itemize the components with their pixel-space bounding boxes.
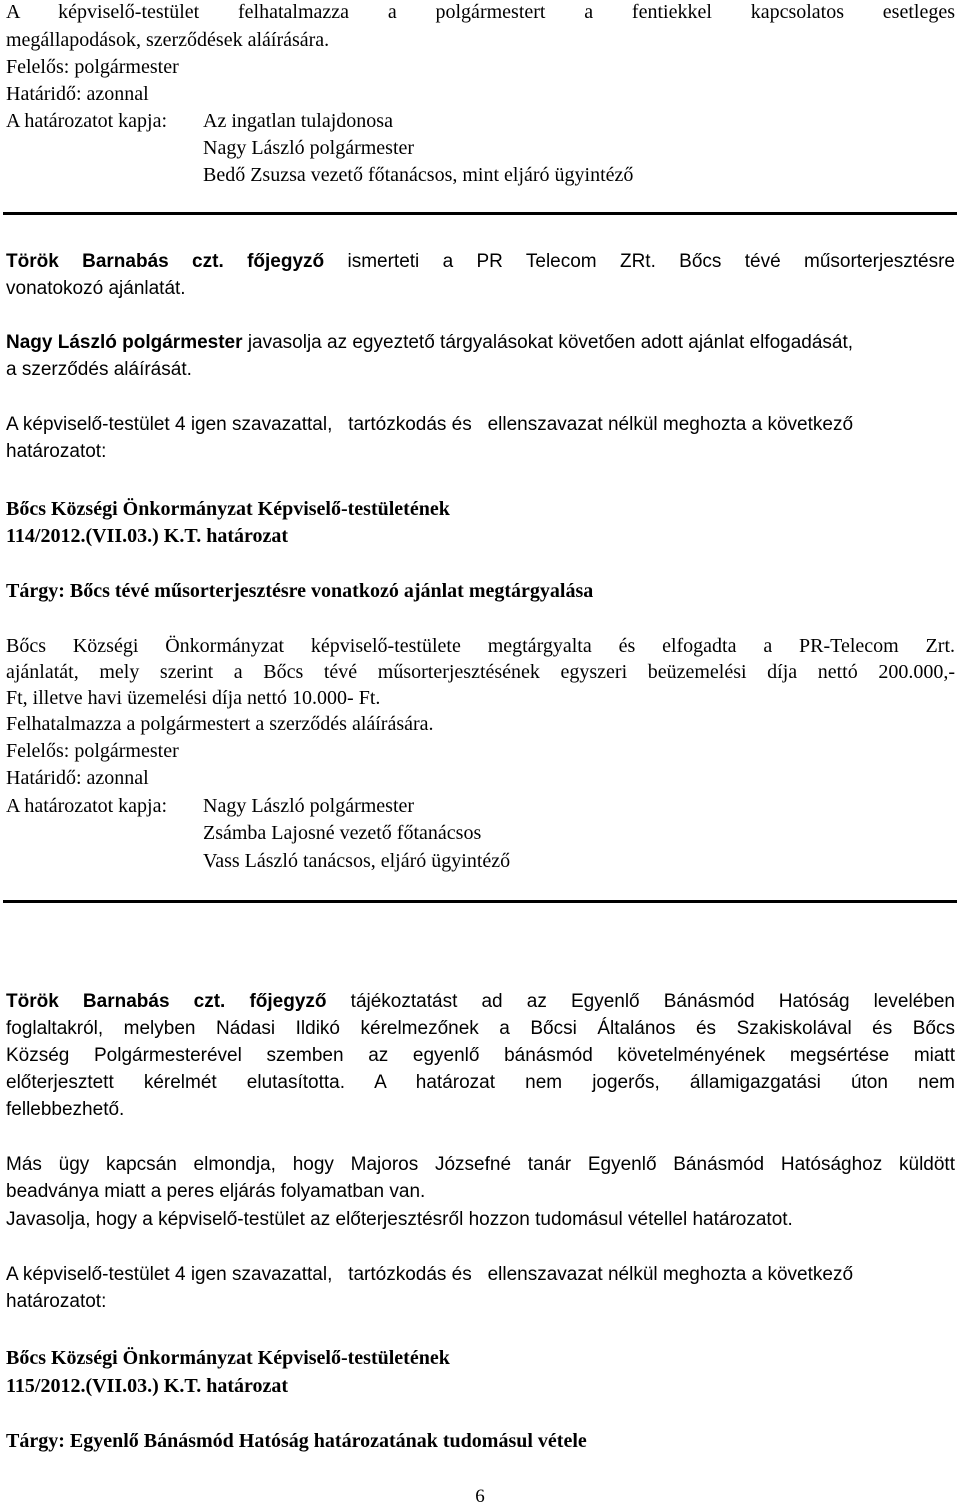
resolution-number: 114/2012.(VII.03.) K.T. határozat xyxy=(6,525,289,547)
resolution-subject: Tárgy: Bőcs tévé műsorterjesztésre vonatkozó ajánlat megtárgyalása xyxy=(6,580,594,602)
recipient-2: Nagy László polgármester xyxy=(203,137,415,159)
vote-line-2: határozatot: xyxy=(6,1291,107,1312)
speaker-role: főjegyző xyxy=(249,991,327,1012)
deadline-line: Határidő: azonnal xyxy=(6,83,149,105)
recipient-3: Bedő Zsuzsa vezető főtanácsos, mint eljáró ügyintéző xyxy=(203,164,634,186)
vote-line-1: A képviselő-testület 4 igen szavazattal, tartózkodás és ellenszavazat nélkül meghozta a következő xyxy=(6,1264,854,1285)
authorization-line-1: A képviselő-testület felhatalmazza a polgármestert a fentiekkel kapcsolatos esetleges xyxy=(6,1,955,23)
recipient-3: Vass László tanácsos, eljáró ügyintéző xyxy=(203,850,511,872)
resolution-body-line-2: ajánlatát, mely szerint a Bőcs tévé műsorterjesztésének egyszeri beüzemelési díja nettó 200.000,- xyxy=(6,661,955,683)
mayor-proposal-line-1 xyxy=(6,331,955,355)
recipient-2: Zsámba Lajosné vezető főtanácsos xyxy=(203,822,482,844)
resolution-subject: Tárgy: Egyenlő Bánásmód Hatóság határozatának tudomásul vétele xyxy=(6,1430,587,1452)
recipients-label: A határozatot kapja: xyxy=(6,110,168,132)
authorization-line-2: megállapodások, szerződések aláírására. xyxy=(6,29,330,51)
vote-line-2: határozatot: xyxy=(6,441,107,462)
page-number: 6 xyxy=(475,1486,485,1507)
eb-line-3: Község Polgármesterével szemben az egyenlő bánásmód követelményének megsértése miatt xyxy=(6,1045,955,1066)
resolution-body-line-3: Ft, illetve havi üzemelési díja nettó 10.000- Ft. xyxy=(6,687,381,709)
eb-p3-line-1: Javasolja, hogy a képviselő-testület az előterjesztésről hozzon tudomásul vétellel határozatot. xyxy=(6,1209,793,1230)
resolution-number: 115/2012.(VII.03.) K.T. határozat xyxy=(6,1375,289,1397)
recipient-1: Az ingatlan tulajdonosa xyxy=(203,110,393,132)
eb-line-2: foglaltakról, melyben Nádasi Ildikó kérelmezőnek a Bőcsi Általános és Szakiskolával és Bőcs xyxy=(6,1018,955,1039)
responsible-line: Felelős: polgármester xyxy=(6,740,179,762)
resolution-title: Bőcs Községi Önkormányzat Képviselő-testületének xyxy=(6,498,450,520)
resolution-body-line-1: Bőcs Községi Önkormányzat képviselő-testülete megtárgyalta és elfogadta a PR-Telecom Zrt. xyxy=(6,635,955,657)
vote-line-1: A képviselő-testület 4 igen szavazattal, tartózkodás és ellenszavazat nélkül meghozta a következő xyxy=(6,414,854,435)
resolution-title: Bőcs Községi Önkormányzat Képviselő-testületének xyxy=(6,1347,450,1369)
section-divider xyxy=(3,900,957,903)
responsible-line: Felelős: polgármester xyxy=(6,56,179,78)
eb-intro-text: tájékoztatást ad az Egyenlő Bánásmód Hatóság levelében xyxy=(350,991,955,1012)
mayor-name: Nagy László polgármester xyxy=(6,332,243,353)
recipients-label: A határozatot kapja: xyxy=(6,795,168,817)
eb-p2-line-2: beadványa miatt a peres eljárás folyamatban van. xyxy=(6,1181,426,1202)
eb-line-4: előterjesztett kérelmét elutasította. A határozat nem jogerős, államigazgatási úton nem xyxy=(6,1072,955,1093)
pr-intro-text: ismerteti a PR Telecom ZRt. Bőcs tévé műsorterjesztésre xyxy=(347,251,955,272)
eb-intro-line-1 xyxy=(6,990,955,1014)
eb-line-5: fellebbezhető. xyxy=(6,1099,125,1120)
pr-intro-line-2: vonatokozó ajánlatát. xyxy=(6,278,186,299)
speaker-name: Török Barnabás czt. xyxy=(6,991,226,1012)
resolution-body-line-4: Felhatalmazza a polgármestert a szerződés aláírására. xyxy=(6,713,434,735)
deadline-line: Határidő: azonnal xyxy=(6,767,149,789)
mayor-proposal-line-2: a szerződés aláírását. xyxy=(6,359,192,380)
recipient-1: Nagy László polgármester xyxy=(203,795,415,817)
section-divider xyxy=(3,212,957,215)
speaker-role: főjegyző xyxy=(247,251,325,272)
pr-intro-line-1 xyxy=(6,250,955,274)
speaker-name: Török Barnabás czt. xyxy=(6,251,224,272)
eb-p2-line-1: Más ügy kapcsán elmondja, hogy Majoros Józsefné tanár Egyenlő Bánásmód Hatósághoz küldött xyxy=(6,1154,955,1175)
mayor-proposal-text: javasolja az egyeztető tárgyalásokat követően adott ajánlat elfogadását, xyxy=(247,332,854,353)
